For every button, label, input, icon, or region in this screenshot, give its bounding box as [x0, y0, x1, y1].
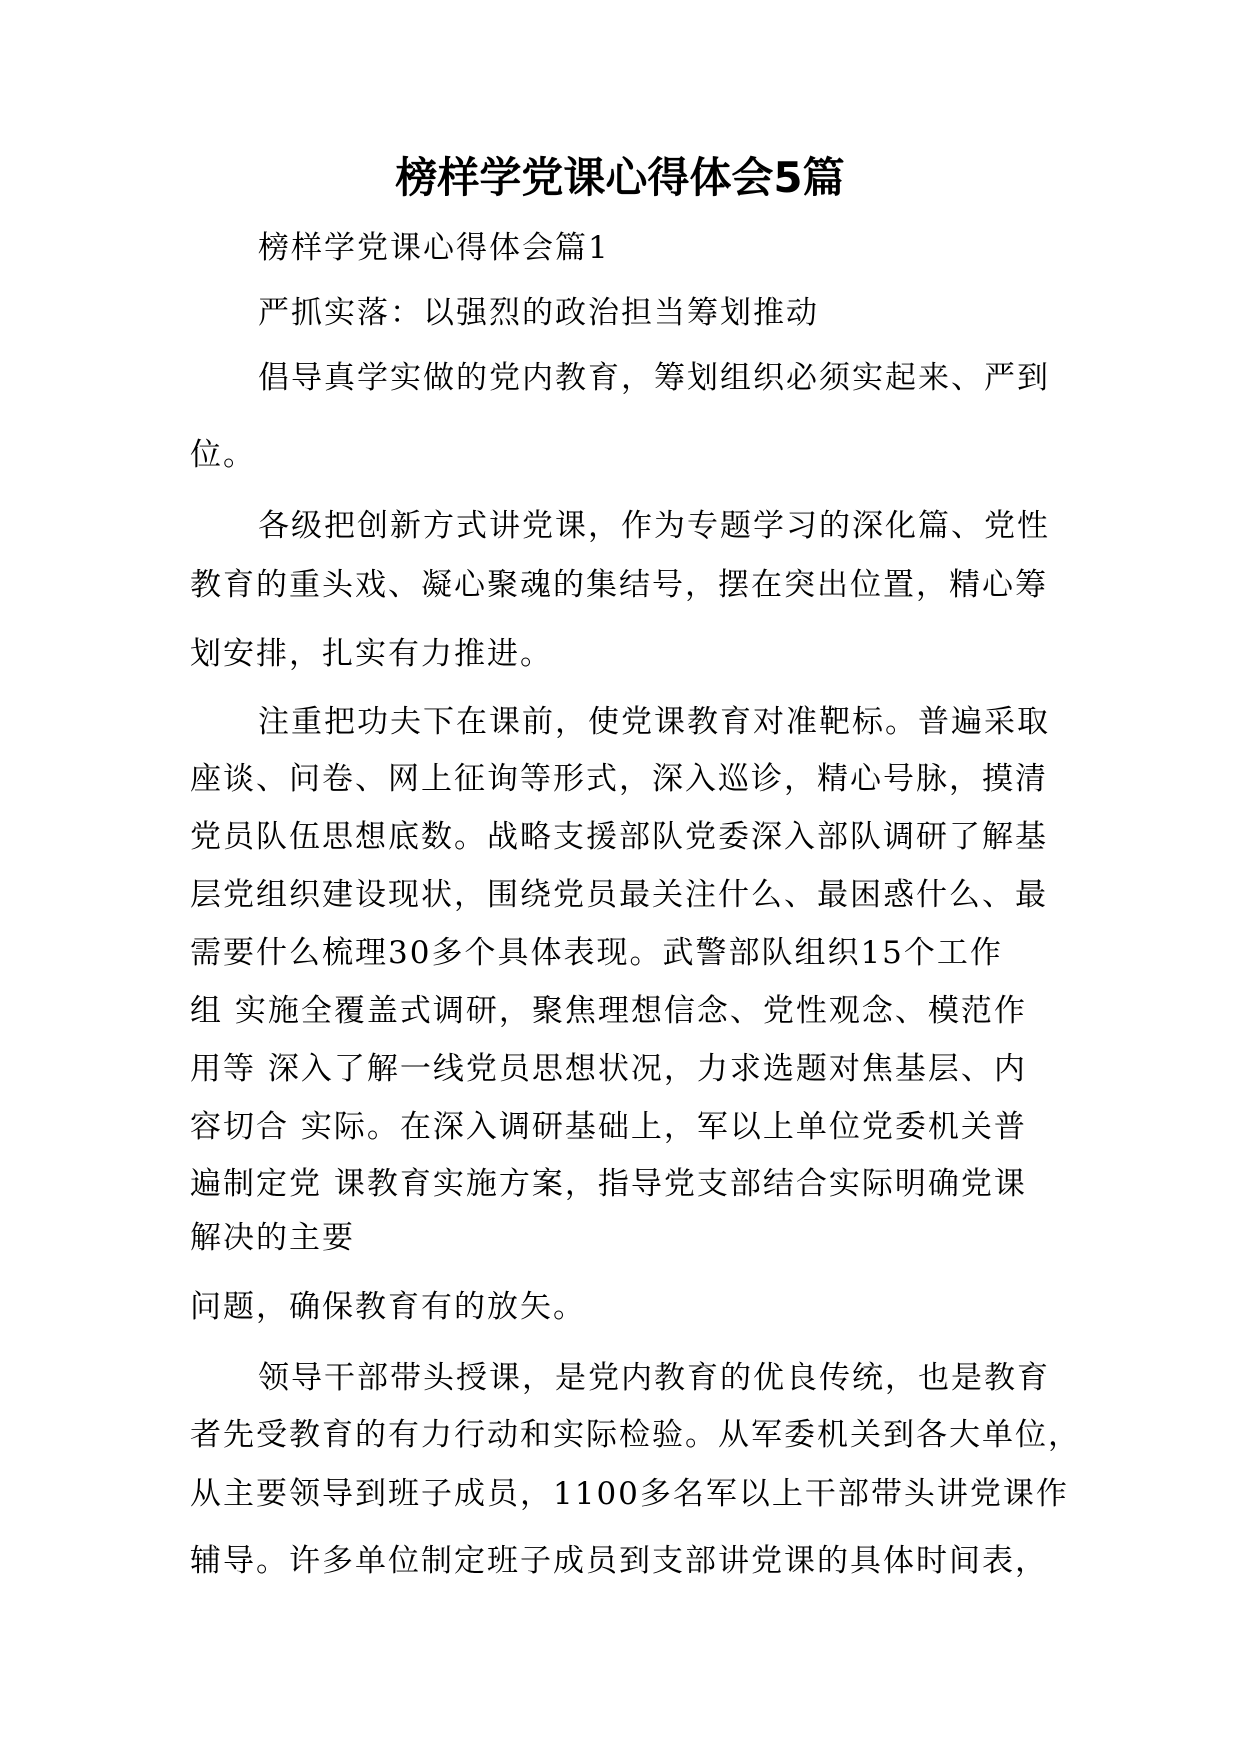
- paragraph-line: 组 实施全覆盖式调研，聚焦理想信念、党性观念、模范作: [190, 993, 1027, 1029]
- paragraph-line: 教育的重头戏、凝心聚魂的集结号，摆在突出位置，精心筹: [190, 567, 1048, 603]
- paragraph-line: 容切合 实际。在深入调研基础上，军以上单位党委机关普: [190, 1109, 1027, 1145]
- paragraph-line: 问题，确保教育有的放矢。: [190, 1289, 586, 1325]
- paragraph-line: 从主要领导到班子成员，1100多名军以上干部带头讲党课作: [190, 1476, 1069, 1512]
- paragraph-line: 位。: [190, 437, 256, 473]
- subheading: 严抓实落：以强烈的政治担当筹划推动: [258, 295, 819, 331]
- page-title: 榜样学党课心得体会5篇: [395, 153, 845, 202]
- paragraph-line: 需要什么梳理30多个具体表现。武警部队组织15个工作: [190, 935, 1003, 971]
- paragraph-line: 党员队伍思想底数。战略支援部队党委深入部队调研了解基: [190, 819, 1048, 855]
- paragraph-line: 划安排，扎实有力推进。: [190, 636, 553, 672]
- paragraph-line: 遍制定党 课教育实施方案，指导党支部结合实际明确党课: [190, 1166, 1027, 1202]
- paragraph-line: 座谈、问卷、网上征询等形式，深入巡诊，精心号脉，摸清: [190, 761, 1048, 797]
- paragraph-line: 者先受教育的有力行动和实际检验。从军委机关到各大单位，: [190, 1417, 1081, 1453]
- paragraph-line: 用等 深入了解一线党员思想状况，力求选题对焦基层、内: [190, 1051, 1027, 1087]
- paragraph-line: 辅导。许多单位制定班子成员到支部讲党课的具体时间表，: [190, 1543, 1048, 1579]
- paragraph-line: 领导干部带头授课，是党内教育的优良传统，也是教育: [258, 1360, 1050, 1396]
- paragraph-line: 层党组织建设现状，围绕党员最关注什么、最困惑什么、最: [190, 877, 1048, 913]
- paragraph-line: 各级把创新方式讲党课，作为专题学习的深化篇、党性: [258, 508, 1050, 544]
- paragraph-line: 倡导真学实做的党内教育，筹划组织必须实起来、严到: [258, 360, 1050, 396]
- paragraph-line: 解决的主要: [190, 1220, 355, 1256]
- paragraph-line: 注重把功夫下在课前，使党课教育对准靶标。普遍采取: [258, 704, 1050, 740]
- section-heading: 榜样学党课心得体会篇1: [258, 230, 610, 266]
